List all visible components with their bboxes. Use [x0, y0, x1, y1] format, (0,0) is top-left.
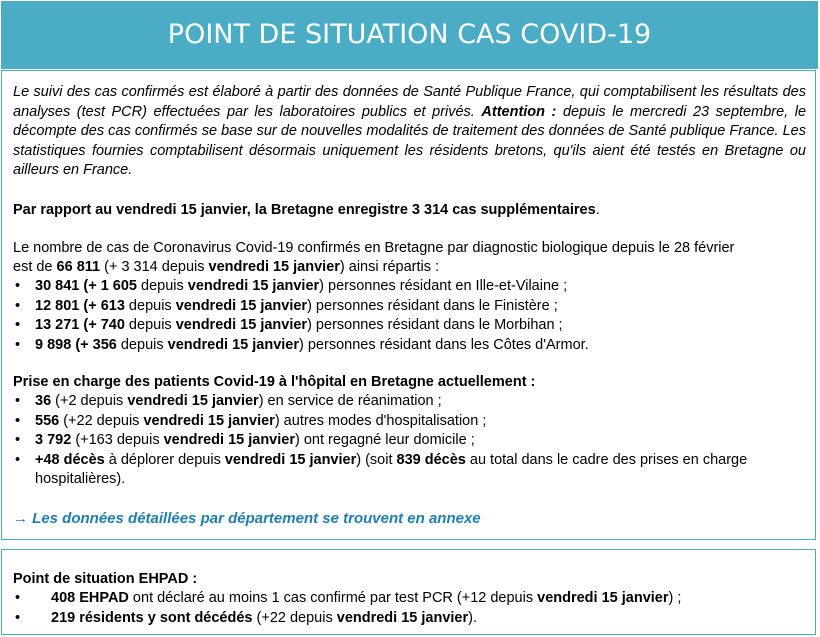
list-item [13, 316, 589, 336]
list-item [13, 277, 589, 297]
bullet-icon: • [15, 317, 21, 333]
cases-intro-line-1: Le nombre de cas de Coronavirus Covid-19 confirmés en Bretagne par diagnostic biologique depuis le 28 février [13, 240, 735, 256]
deaths-pre: à déplorer depuis [104, 451, 225, 468]
bullet-icon: • [15, 297, 21, 314]
item-count: 13 271 [35, 317, 80, 333]
bullet-icon: • [15, 451, 21, 468]
item-rest: ) personnes résidant en Ille-et-Vilaine ; [319, 278, 568, 294]
item-rest: ) autres modes d'hospitalisation ; [274, 412, 487, 429]
list-item [13, 412, 785, 432]
item-delta: (+ 356 [71, 336, 117, 353]
deaths-date: vendredi 15 janvier [224, 451, 357, 468]
item-date: vendredi 15 janvier [187, 278, 320, 294]
hospital-heading [13, 373, 535, 392]
item-mid: depuis [116, 336, 168, 353]
ehpad-text: ont déclaré au moins 1 cas confirmé par test PCR (+12 depuis [128, 590, 538, 606]
ehpad-count: 408 EHPAD [51, 590, 129, 606]
item-date: vendredi 15 janvier [175, 297, 308, 314]
bullet-icon: • [15, 590, 21, 606]
ehpad-end: ). [468, 609, 477, 626]
item-mid: depuis [137, 278, 188, 294]
list-item [13, 609, 681, 629]
item-date: vendredi 15 janvier [175, 317, 308, 333]
ehpad-box [1, 549, 816, 635]
item-delta: (+ 613 [79, 297, 125, 314]
ehpad-date: vendredi 15 janvier [336, 609, 469, 626]
deaths-total: 839 décès [396, 451, 466, 468]
bullet-icon: • [15, 393, 21, 409]
deaths-count: +48 décès [35, 451, 105, 468]
item-pre: (+2 depuis [51, 393, 128, 409]
ehpad-date: vendredi 15 janvier [537, 590, 669, 606]
item-mid: depuis [124, 297, 176, 314]
ehpad-deaths: 219 résidents y sont décédés [51, 609, 253, 626]
item-count: 556 [35, 412, 60, 429]
summary-line [13, 201, 600, 220]
bullet-icon: • [15, 432, 21, 448]
item-delta: (+ 740 [79, 317, 125, 333]
cases-total-close: ) ainsi répartis : [339, 259, 440, 275]
ehpad-heading-text: Point de situation EHPAD : [13, 571, 198, 587]
item-count: 12 801 [35, 297, 80, 314]
item-pre: (+22 depuis [59, 412, 144, 429]
list-item [13, 589, 681, 609]
deaths-rest: au total dans le cadre des prises en charge hospitalières). [35, 451, 748, 487]
deaths-mid: ) (soit [356, 451, 397, 468]
list-item [13, 297, 589, 317]
page-title: POINT DE SITUATION CAS COVID-19 [1, 1, 818, 69]
summary-bold: Par rapport au vendredi 15 janvier, la Bretagne enregistre 3 314 cas supplémentaires [13, 202, 596, 218]
cases-total-date: vendredi 15 janvier [208, 259, 340, 275]
ehpad-end: ) ; [668, 590, 682, 606]
ehpad-heading [13, 570, 197, 589]
item-count: 36 [35, 393, 52, 409]
summary-end: . [595, 202, 600, 218]
item-pre: (+163 depuis [71, 432, 164, 448]
department-list [13, 277, 589, 355]
item-mid: depuis [124, 317, 176, 333]
item-rest: ) personnes résidant dans le Morbihan ; [307, 317, 563, 333]
annex-link[interactable]: → Les données détaillées par département se trouvent en annexe [13, 510, 481, 527]
bullet-icon: • [15, 336, 21, 353]
ehpad-text: (+22 depuis [252, 609, 337, 626]
item-count: 9 898 [35, 336, 72, 353]
cases-total: 66 811 [56, 259, 101, 275]
bullet-icon: • [15, 278, 21, 294]
item-delta: (+ 1 605 [79, 278, 137, 294]
list-item [13, 336, 589, 356]
cases-total-open: (+ 3 314 depuis [100, 259, 209, 275]
item-rest: ) personnes résidant dans les Côtes d'Armor. [299, 336, 589, 353]
intro-paragraph [13, 83, 806, 181]
item-count: 3 792 [35, 432, 72, 448]
item-rest: ) en service de réanimation ; [258, 393, 442, 409]
item-date: vendredi 15 janvier [127, 393, 259, 409]
bullet-icon: • [15, 609, 21, 626]
ehpad-list [13, 589, 681, 628]
cases-est: est de [13, 259, 57, 275]
intro-text-2: depuis le mercredi 23 septembre, le décompte des cas confirmés se base sur de nouvelles modalités de traitement des données de Santé publique France. Les statistiques fournies comptabilisent désormais uniquement les résidents bretons, qu'ils aient été testés en Bretagne ou ailleurs en France. [13, 103, 807, 178]
item-rest: ) personnes résidant dans le Finistère ; [307, 297, 558, 314]
intro-text-1: Le suivi des cas confirmés est élaboré à partir des données de Santé Publique France, qui comptabilisent les résultats des analyses (test PCR) effectuées par les laboratoires publics et privés. [13, 84, 806, 120]
hospital-list [13, 392, 785, 490]
item-count: 30 841 [35, 278, 80, 294]
list-item [13, 392, 785, 412]
cases-intro-line-2 [13, 258, 439, 277]
item-date: vendredi 15 janvier [167, 336, 300, 353]
item-rest: ) ont regagné leur domicile ; [294, 432, 475, 448]
bullet-icon: • [15, 412, 21, 429]
attention-label: Attention : [481, 103, 557, 120]
list-item [13, 431, 785, 451]
main-info-box [1, 70, 816, 540]
list-item [13, 451, 785, 490]
item-date: vendredi 15 janvier [163, 432, 295, 448]
item-date: vendredi 15 janvier [143, 412, 275, 429]
hospital-heading-text: Prise en charge des patients Covid-19 à l'hôpital en Bretagne actuellement : [13, 374, 536, 390]
